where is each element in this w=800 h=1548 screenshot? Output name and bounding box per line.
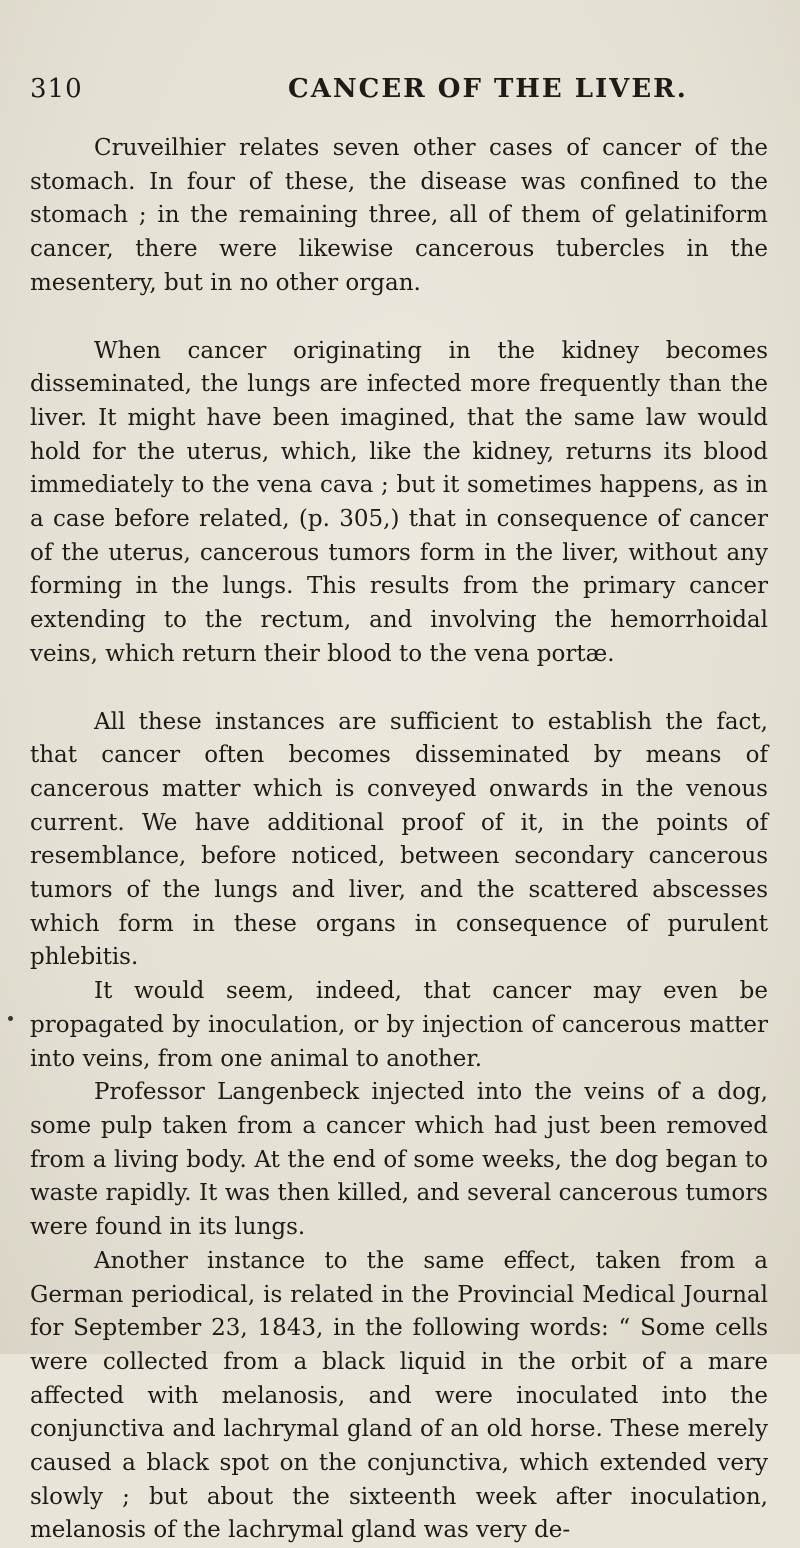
paragraph-inoculation: It would seem, indeed, that cancer may even be propagated by inoculation, or by injection of cancerous matter into veins, from one animal to another. <box>30 978 768 1072</box>
paragraph-kidney-cancer: When cancer originating in the kidney becomes disseminated, the lungs are infected more frequently than the liver. It might have been imagined, that the same law would hold for the uterus, which, like the kidney, returns its blood immediately to the vena cava ; but it sometimes happens, as in a case before related, (p. 305,) that in consequence of cancer of the uterus, cancerous tumors form in the liver, without any forming in the lungs. This results from the primary cancer extending to the rectum, and involving the hemorrhoidal veins, which return their blood to the vena portæ. <box>30 337 768 667</box>
paragraph-venous-dissemination: All these instances are sufficient to establish the fact, that cancer often becomes disseminated by means of cancerous matter which is conveyed onwards in the venous current. We have additional proof of it, in the points of resemblance, before noticed, between secondary cancerous tumors of the lungs and liver, and the scattered abscesses which form in these organs in consequence of purulent phlebitis. <box>30 708 768 971</box>
body-text <box>30 132 768 1548</box>
running-title: CANCER OF THE LIVER. <box>288 74 688 104</box>
ink-speck <box>8 1016 13 1021</box>
paragraph-stomach-cases: Cruveilhier relates seven other cases of cancer of the stomach. In four of these, the disease was confined to the stomach ; in the remaining three, all of them of gelatiniform cancer, there were likewise cancerous tubercles in the mesentery, but in no other organ. <box>30 135 768 296</box>
page-number: 310 <box>30 74 83 104</box>
paragraph-german-periodical: Another instance to the same effect, taken from a German periodical, is related in the Provincial Medical Journal for September 23, 1843, in the following words: “ Some cells were collected from a black liquid in the orbit of a mare affected with melanosis, and were inoculated into the conjunctiva and lachrymal gland of an old horse. These merely caused a black spot on the conjunctiva, which extended very slowly ; but about the sixteenth week after inoculation, melanosis of the lachrymal gland was very de- <box>30 1247 768 1544</box>
page-header <box>30 74 770 108</box>
paragraph-langenbeck: Professor Langenbeck injected into the veins of a dog, some pulp taken from a cancer which had just been removed from a living body. At the end of some weeks, the dog began to waste rapidly. It was then killed, and several cancerous tumors were found in its lungs. <box>30 1079 768 1241</box>
